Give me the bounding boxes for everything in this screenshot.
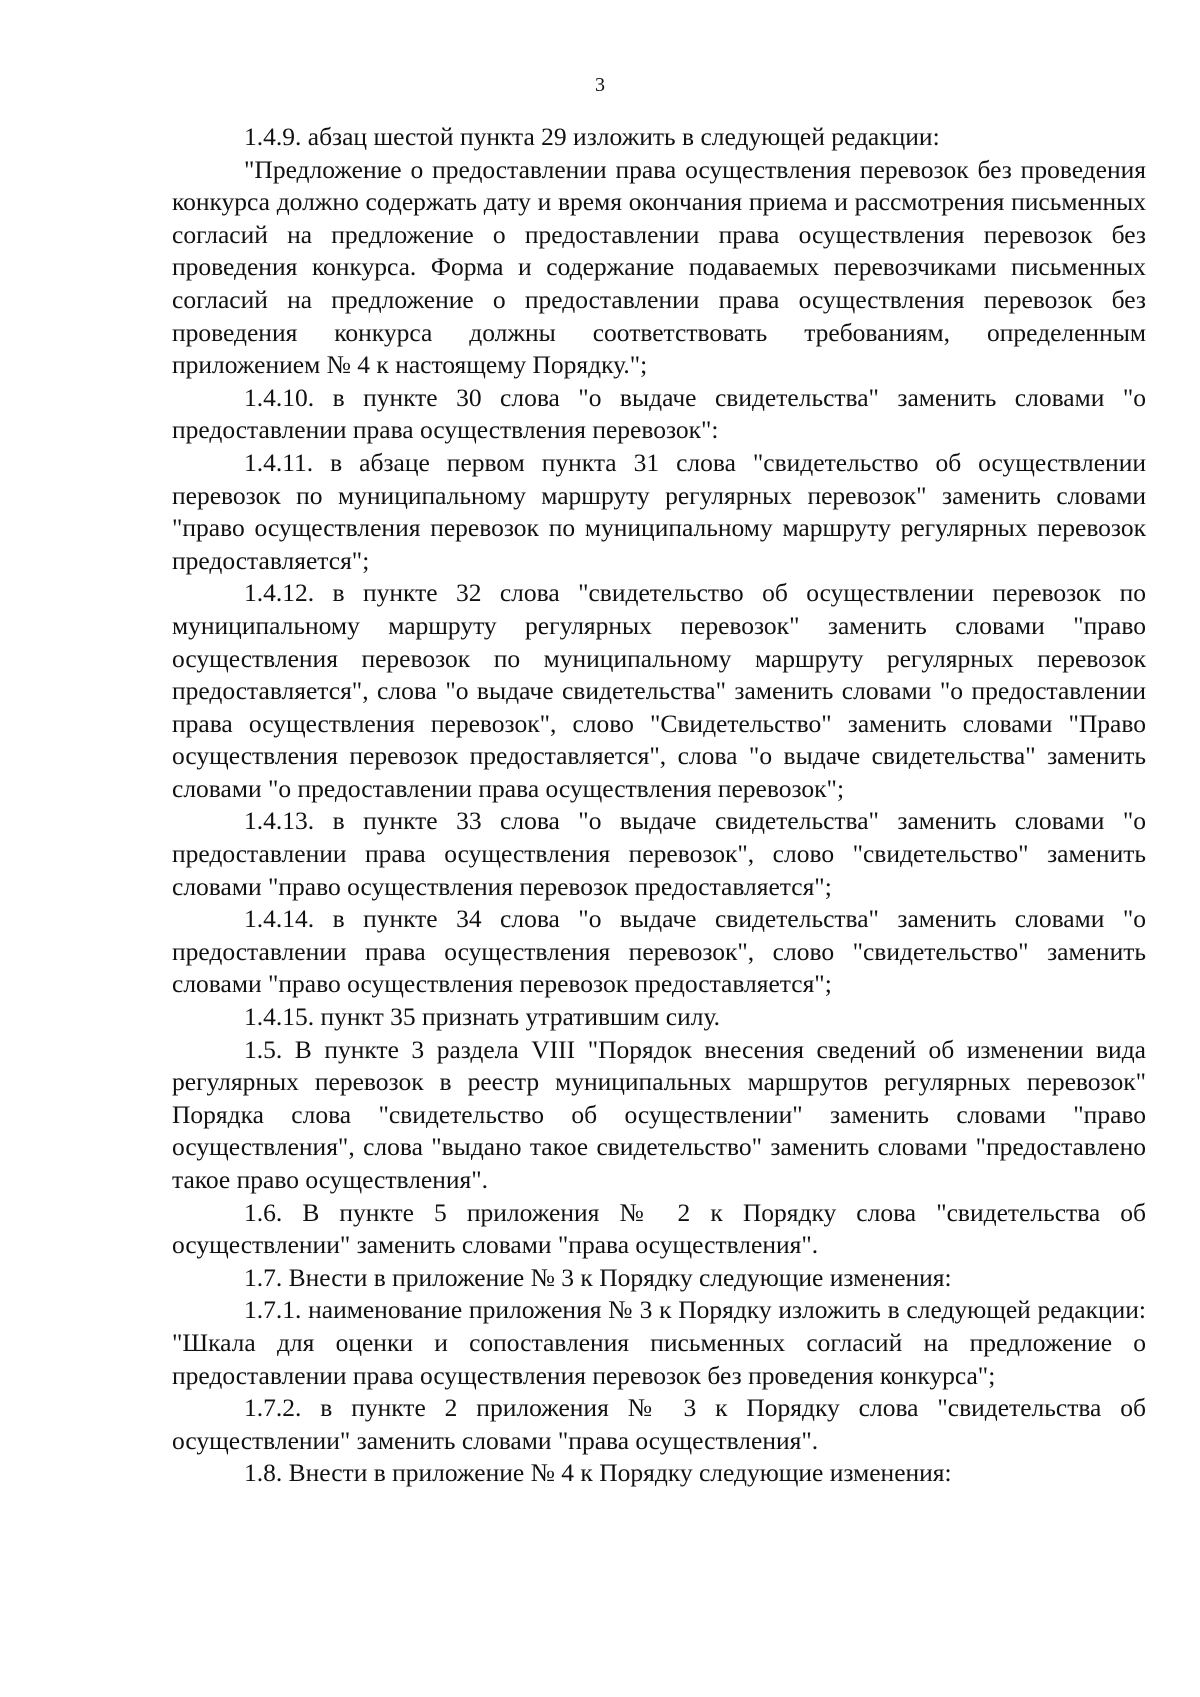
document-body	[172, 121, 1146, 1490]
paragraph-1-4-13: 1.4.13. в пункте 33 слова "о выдаче свидетельства" заменить словами "о предоставлении права осуществления перевозок", слово "свидетельство" заменить словами "право осуществления перевозок предоставляется";	[172, 806, 1146, 901]
paragraph-1-7-1: 1.7.1. наименование приложения № 3 к Порядку изложить в следующей редакции: "Шкала для оценки и сопоставления письменных согласий на предложение о предоставлении права осуществления перевозок без проведения конкурса";	[172, 1295, 1146, 1390]
paragraph-1-4-14: 1.4.14. в пункте 34 слова "о выдаче свидетельства" заменить словами "о предоставлении права осуществления перевозок", слово "свидетельство" заменить словами "право осуществления перевозок предоставляется";	[172, 904, 1146, 999]
paragraph-1-4-15: 1.4.15. пункт 35 признать утратившим силу.	[244, 1002, 721, 1032]
page-number: 3	[595, 74, 605, 96]
paragraph-1-6: 1.6. В пункте 5 приложения № 2 к Порядку слова "свидетельства об осуществлении" заменить словами "права осуществления".	[172, 1197, 1146, 1260]
paragraph-quoted-proposal: "Предложение о предоставлении права осуществления перевозок без проведения конкурса должно содержать дату и время окончания приема и рассмотрения письменных согласий на предложение о предоставлении права осуществления перевозок без проведения конкурса. Форма и содержание подаваемых перевозчиками письменных согласий на предложение о предоставлении права осуществления перевозок без проведения конкурса должны соответствовать требованиям, определенным приложением № 4 к настоящему Порядку.";	[172, 154, 1146, 380]
paragraph-1-4-10: 1.4.10. в пункте 30 слова "о выдаче свидетельства" заменить словами "о предоставлении права осуществления перевозок":	[172, 382, 1146, 445]
paragraph-1-7-2: 1.7.2. в пункте 2 приложения № 3 к Порядку слова "свидетельства об осуществлении" заменить словами "права осуществления".	[172, 1393, 1146, 1455]
paragraph-1-7: 1.7. Внести в приложение № 3 к Порядку следующие изменения:	[244, 1262, 952, 1292]
paragraph-1-8: 1.8. Внести в приложение № 4 к Порядку следующие изменения:	[244, 1458, 952, 1488]
paragraph-1-4-11: 1.4.11. в абзаце первом пункта 31 слова "свидетельство об осуществлении перевозок по муниципальному маршруту регулярных перевозок" заменить словами "право осуществления перевозок по муниципальному маршруту регулярных перевозок предоставляется";	[172, 447, 1146, 575]
paragraph-1-4-12: 1.4.12. в пункте 32 слова "свидетельство об осуществлении перевозок по муниципальному маршруту регулярных перевозок" заменить словами "право осуществления перевозок по муниципальному маршруту регулярных перевозок предоставляется", слова "о выдаче свидетельства" заменить словами "о предоставлении права осуществления перевозок", слово "Свидетельство" заменить словами "Право осуществления перевозок предоставляется", слова "о выдаче свидетельства" заменить словами "о предоставлении права осуществления перевозок";	[172, 578, 1146, 803]
paragraph-1-4-9: 1.4.9. абзац шестой пункта 29 изложить в следующей редакции:	[244, 122, 940, 151]
paragraph-1-5: 1.5. В пункте 3 раздела VIII "Порядок внесения сведений об изменении вида регулярных перевозок в реестр муниципальных маршрутов регулярных перевозок" Порядка слова "свидетельство об осуществлении" заменить словами "право осуществления", слова "выдано такое свидетельство" заменить словами "предоставлено такое право осуществления".	[172, 1034, 1146, 1194]
